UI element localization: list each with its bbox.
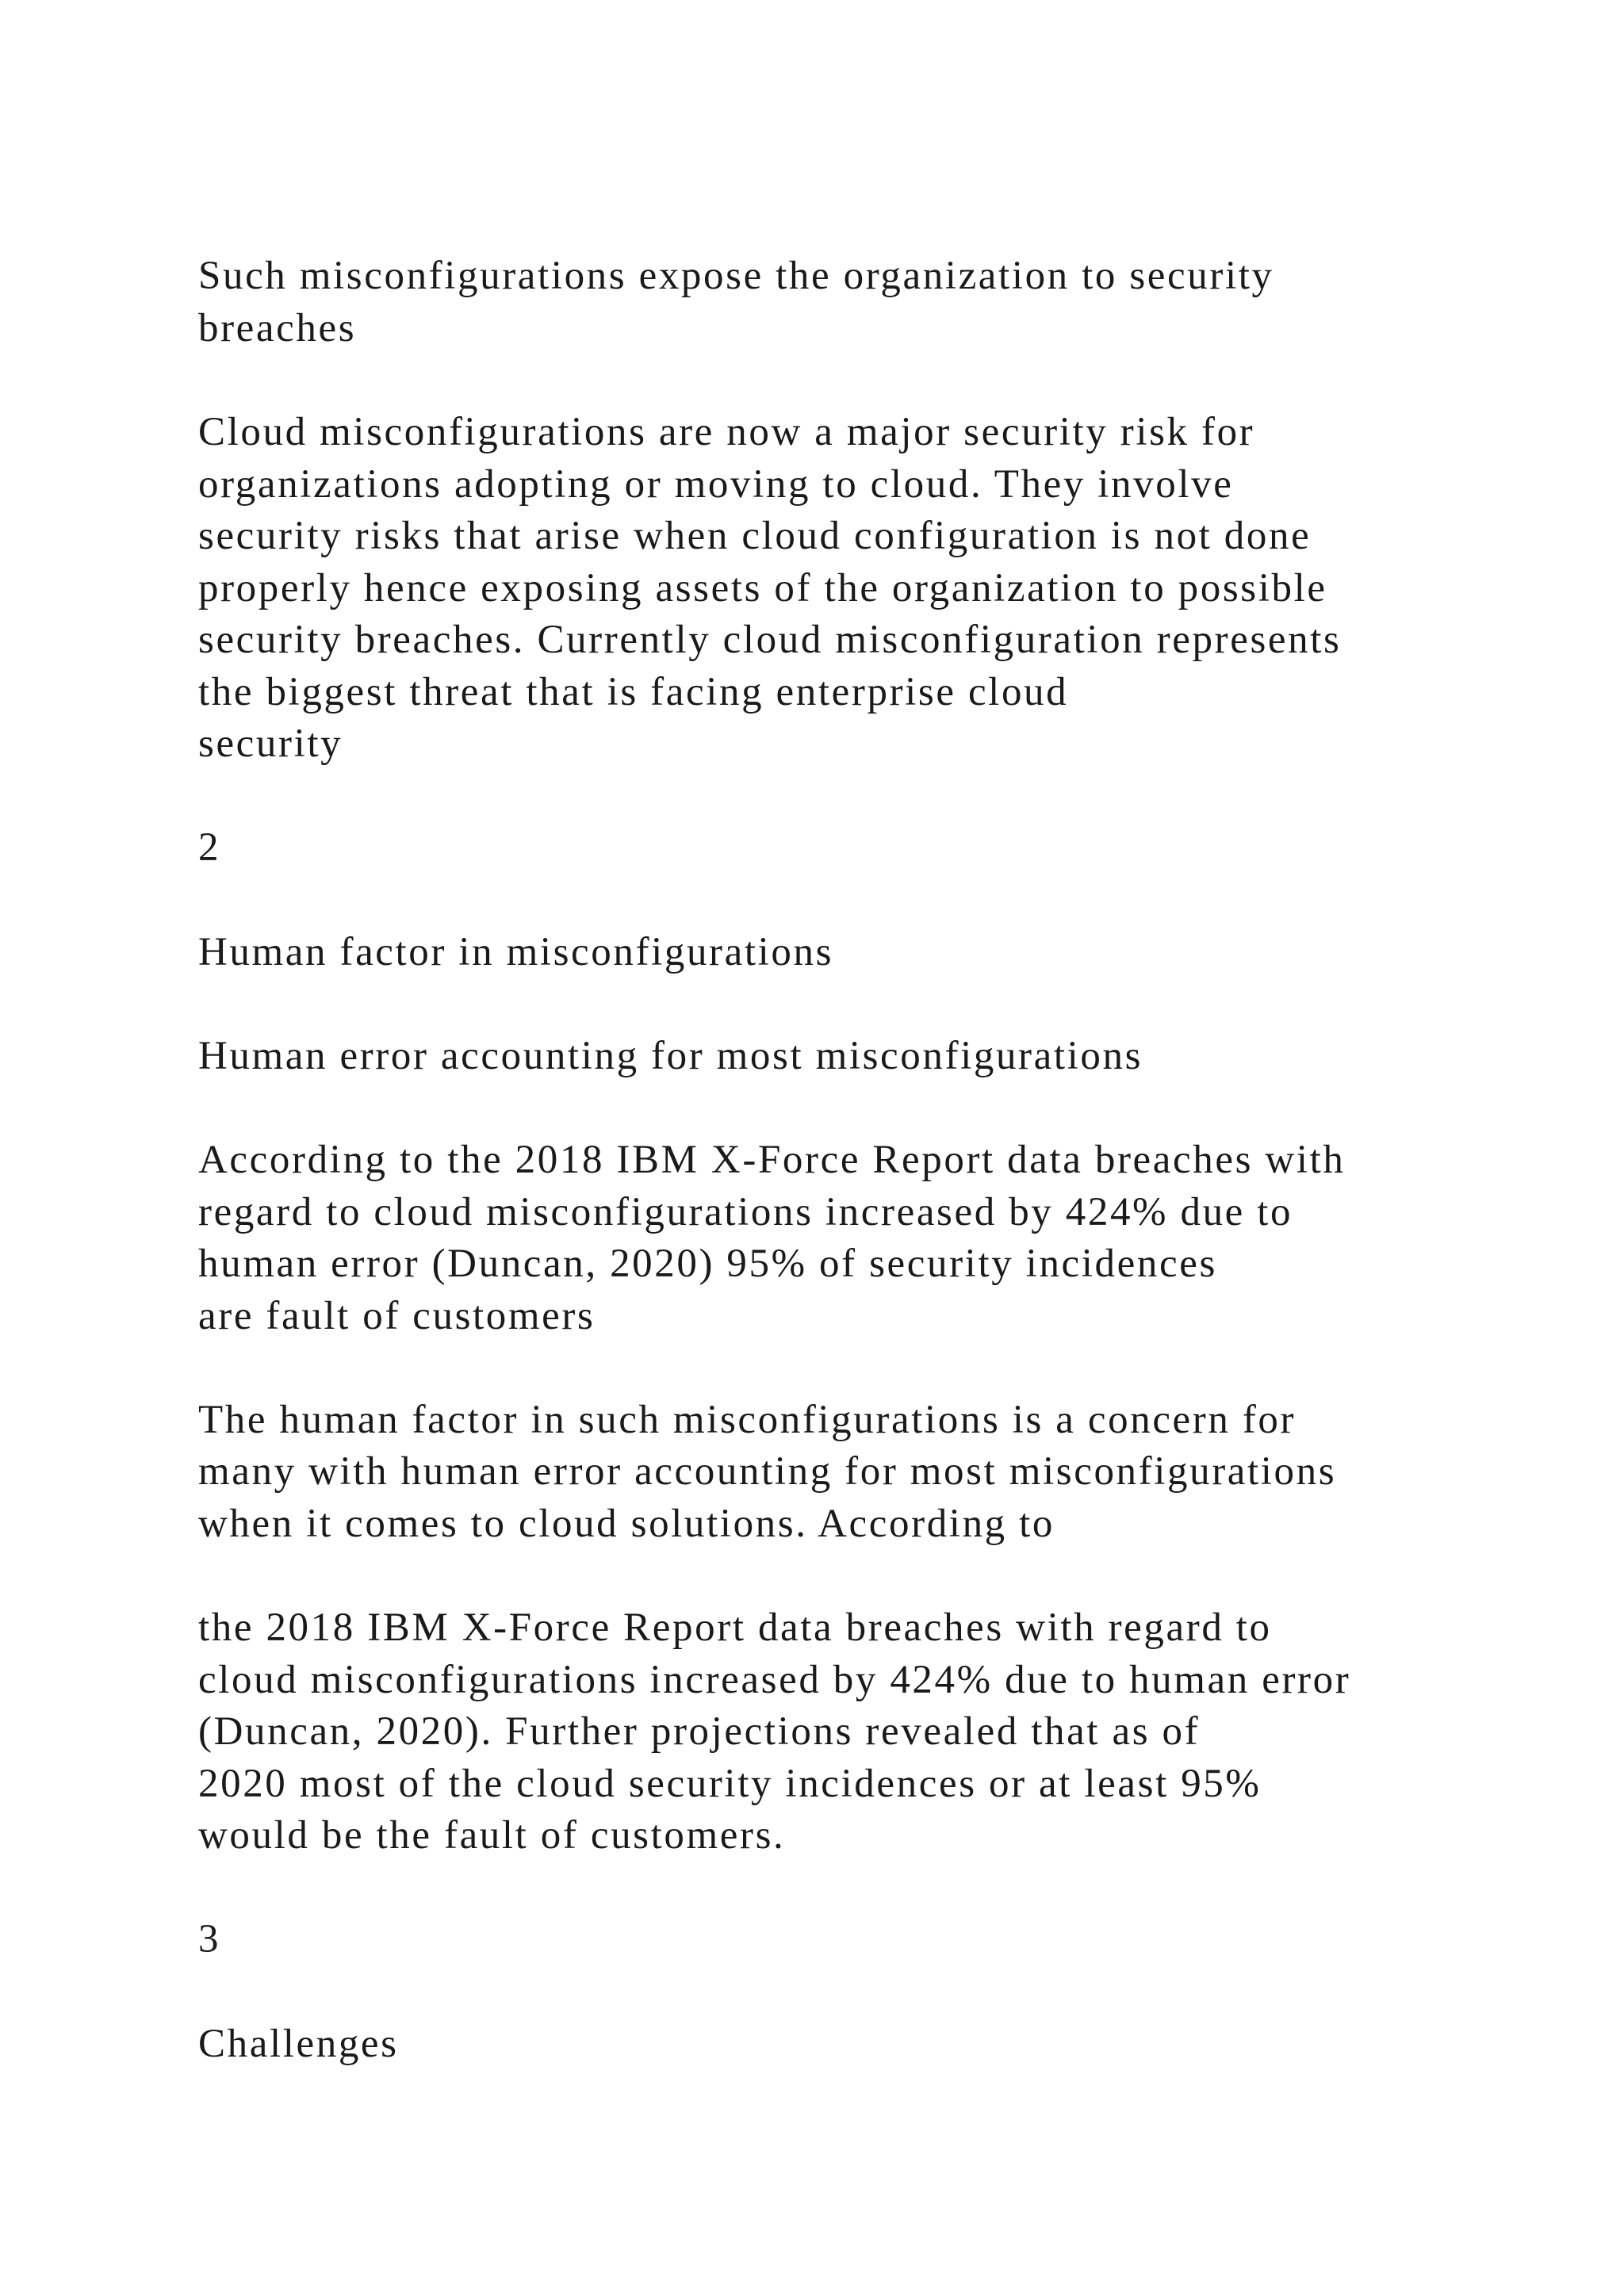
text-line: Human error accounting for most misconfigurations <box>198 1034 1143 1078</box>
slide-number: 3 <box>198 1917 221 1961</box>
text-line: organizations adopting or moving to cloud. They involve <box>198 462 1234 507</box>
text-line: The human factor in such misconfigurations is a concern for <box>198 1398 1297 1442</box>
text-line: According to the 2018 IBM X-Force Report data breaches with <box>198 1138 1346 1182</box>
slide-number: 2 <box>198 825 221 870</box>
text-line: would be the fault of customers. <box>198 1813 786 1858</box>
text-line: when it comes to cloud solutions. According to <box>198 1502 1055 1546</box>
text-line: the biggest threat that is facing enterprise cloud <box>198 670 1069 714</box>
text-line: 2020 most of the cloud security incidences or at least 95% <box>198 1762 1262 1806</box>
section-heading: Human factor in misconfigurations <box>198 930 834 974</box>
text-line: many with human error accounting for most misconfigurations <box>198 1449 1337 1494</box>
text-line: properly hence exposing assets of the organization to possible <box>198 566 1327 610</box>
text-line: security risks that arise when cloud configuration is not done <box>198 514 1312 558</box>
text-line: cloud misconfigurations increased by 424% due to human error <box>198 1658 1351 1702</box>
text-line: Such misconfigurations expose the organization to security <box>198 254 1274 298</box>
section-heading: Challenges <box>198 2022 399 2066</box>
text-line: Cloud misconfigurations are now a major security risk for <box>198 410 1255 454</box>
text-line: the 2018 IBM X-Force Report data breaches with regard to <box>198 1605 1272 1650</box>
text-line: human error (Duncan, 2020) 95% of security incidences <box>198 1242 1217 1286</box>
text-line: regard to cloud misconfigurations increased by 424% due to <box>198 1190 1293 1234</box>
text-line: breaches <box>198 306 357 350</box>
text-line: (Duncan, 2020). Further projections revealed that as of <box>198 1709 1201 1754</box>
text-line: security <box>198 721 343 766</box>
text-line: security breaches. Currently cloud misconfiguration represents <box>198 618 1342 662</box>
text-line: are fault of customers <box>198 1294 596 1338</box>
